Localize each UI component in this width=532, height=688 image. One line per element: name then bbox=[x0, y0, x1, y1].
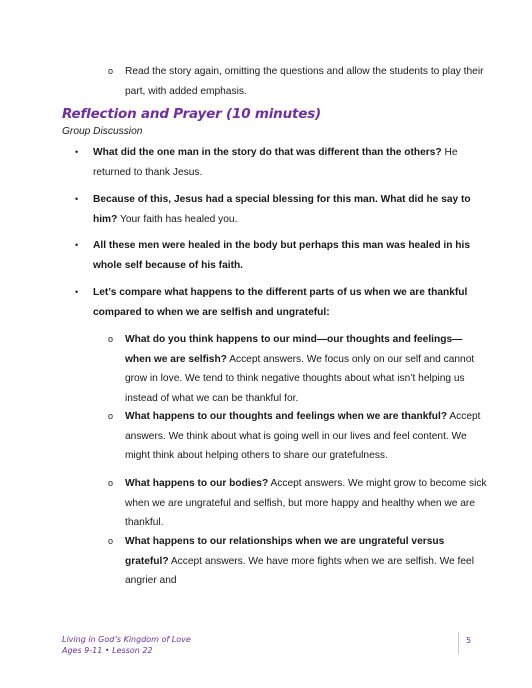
bullet-answer: Your faith has healed you. bbox=[117, 213, 238, 225]
hollow-bullet-marker: o bbox=[108, 334, 114, 344]
compare-subitem-bodies bbox=[108, 474, 488, 533]
subitem-question: What do you think happens to our mind—our thoughts and feelings—when we are selfish? bbox=[125, 334, 463, 365]
subitem-question: What happens to our bodies? bbox=[125, 478, 269, 489]
subitem-answer: Accept answers. We focus only on our self and cannot grow in love. We tend to think negative thoughts about what isn’t helping us instead of what we can be thankful for. bbox=[125, 353, 475, 404]
discussion-bullet-2 bbox=[75, 190, 485, 229]
hollow-bullet-marker: o bbox=[108, 411, 114, 421]
intro-item-text: Read the story again, omitting the questions and allow the students to play their part, with added emphasis. bbox=[125, 66, 484, 97]
bullet-question: Because of this, Jesus had a special blessing for this man. What did he say to him? bbox=[93, 194, 471, 225]
bullet-question: What did the one man in the story do that was different than the others? bbox=[93, 147, 442, 158]
intro-list-item bbox=[108, 62, 488, 101]
subitem-question: What happens to our thoughts and feelings when we are thankful? bbox=[125, 411, 448, 422]
page-footer bbox=[62, 634, 191, 656]
bullet-marker: • bbox=[75, 240, 79, 250]
compare-subitem-mind bbox=[108, 330, 488, 408]
bullet-marker: • bbox=[75, 147, 79, 157]
footer-lesson-info: Ages 9-11 • Lesson 22 bbox=[62, 646, 153, 655]
footer-divider bbox=[458, 632, 459, 654]
bullet-question: All these men were healed in the body but perhaps this man was healed in his whole self because of his faith. bbox=[93, 240, 471, 271]
subitem-answer: Accept answers. We have more fights when we are selfish. We feel angrier and bbox=[125, 555, 474, 586]
bullet-answer: He returned to thank Jesus. bbox=[93, 147, 458, 178]
hollow-bullet-marker: o bbox=[108, 66, 114, 76]
compare-subitem-thoughts bbox=[108, 407, 488, 466]
hollow-bullet-marker: o bbox=[108, 536, 114, 546]
bullet-marker: • bbox=[75, 194, 79, 204]
discussion-bullet-4 bbox=[75, 283, 485, 322]
bullet-marker: • bbox=[75, 287, 79, 297]
subitem-answer: Accept answers. We might grow to become sick when we are ungrateful and selfish, but more happy and healthy when we are thankful. bbox=[125, 478, 487, 528]
section-subheading: Group Discussion bbox=[62, 126, 143, 137]
subitem-question: What happens to our relationships when we are ungrateful versus grateful? bbox=[125, 536, 445, 567]
section-heading: Reflection and Prayer (10 minutes) bbox=[62, 106, 322, 122]
compare-subitem-relationships bbox=[108, 532, 488, 591]
subitem-answer: Accept answers. We think about what is going well in our lives and feel content. We might think about helping others to share our gratefulness. bbox=[125, 411, 481, 461]
hollow-bullet-marker: o bbox=[108, 478, 114, 488]
footer-series-title: Living in God’s Kingdom of Love bbox=[62, 635, 191, 644]
page-number: 5 bbox=[466, 636, 472, 645]
discussion-bullet-3 bbox=[75, 236, 485, 275]
bullet-question: Let’s compare what happens to the different parts of us when we are thankful compared to when we are selfish and ungrateful: bbox=[93, 287, 468, 318]
discussion-bullet-1 bbox=[75, 143, 485, 182]
